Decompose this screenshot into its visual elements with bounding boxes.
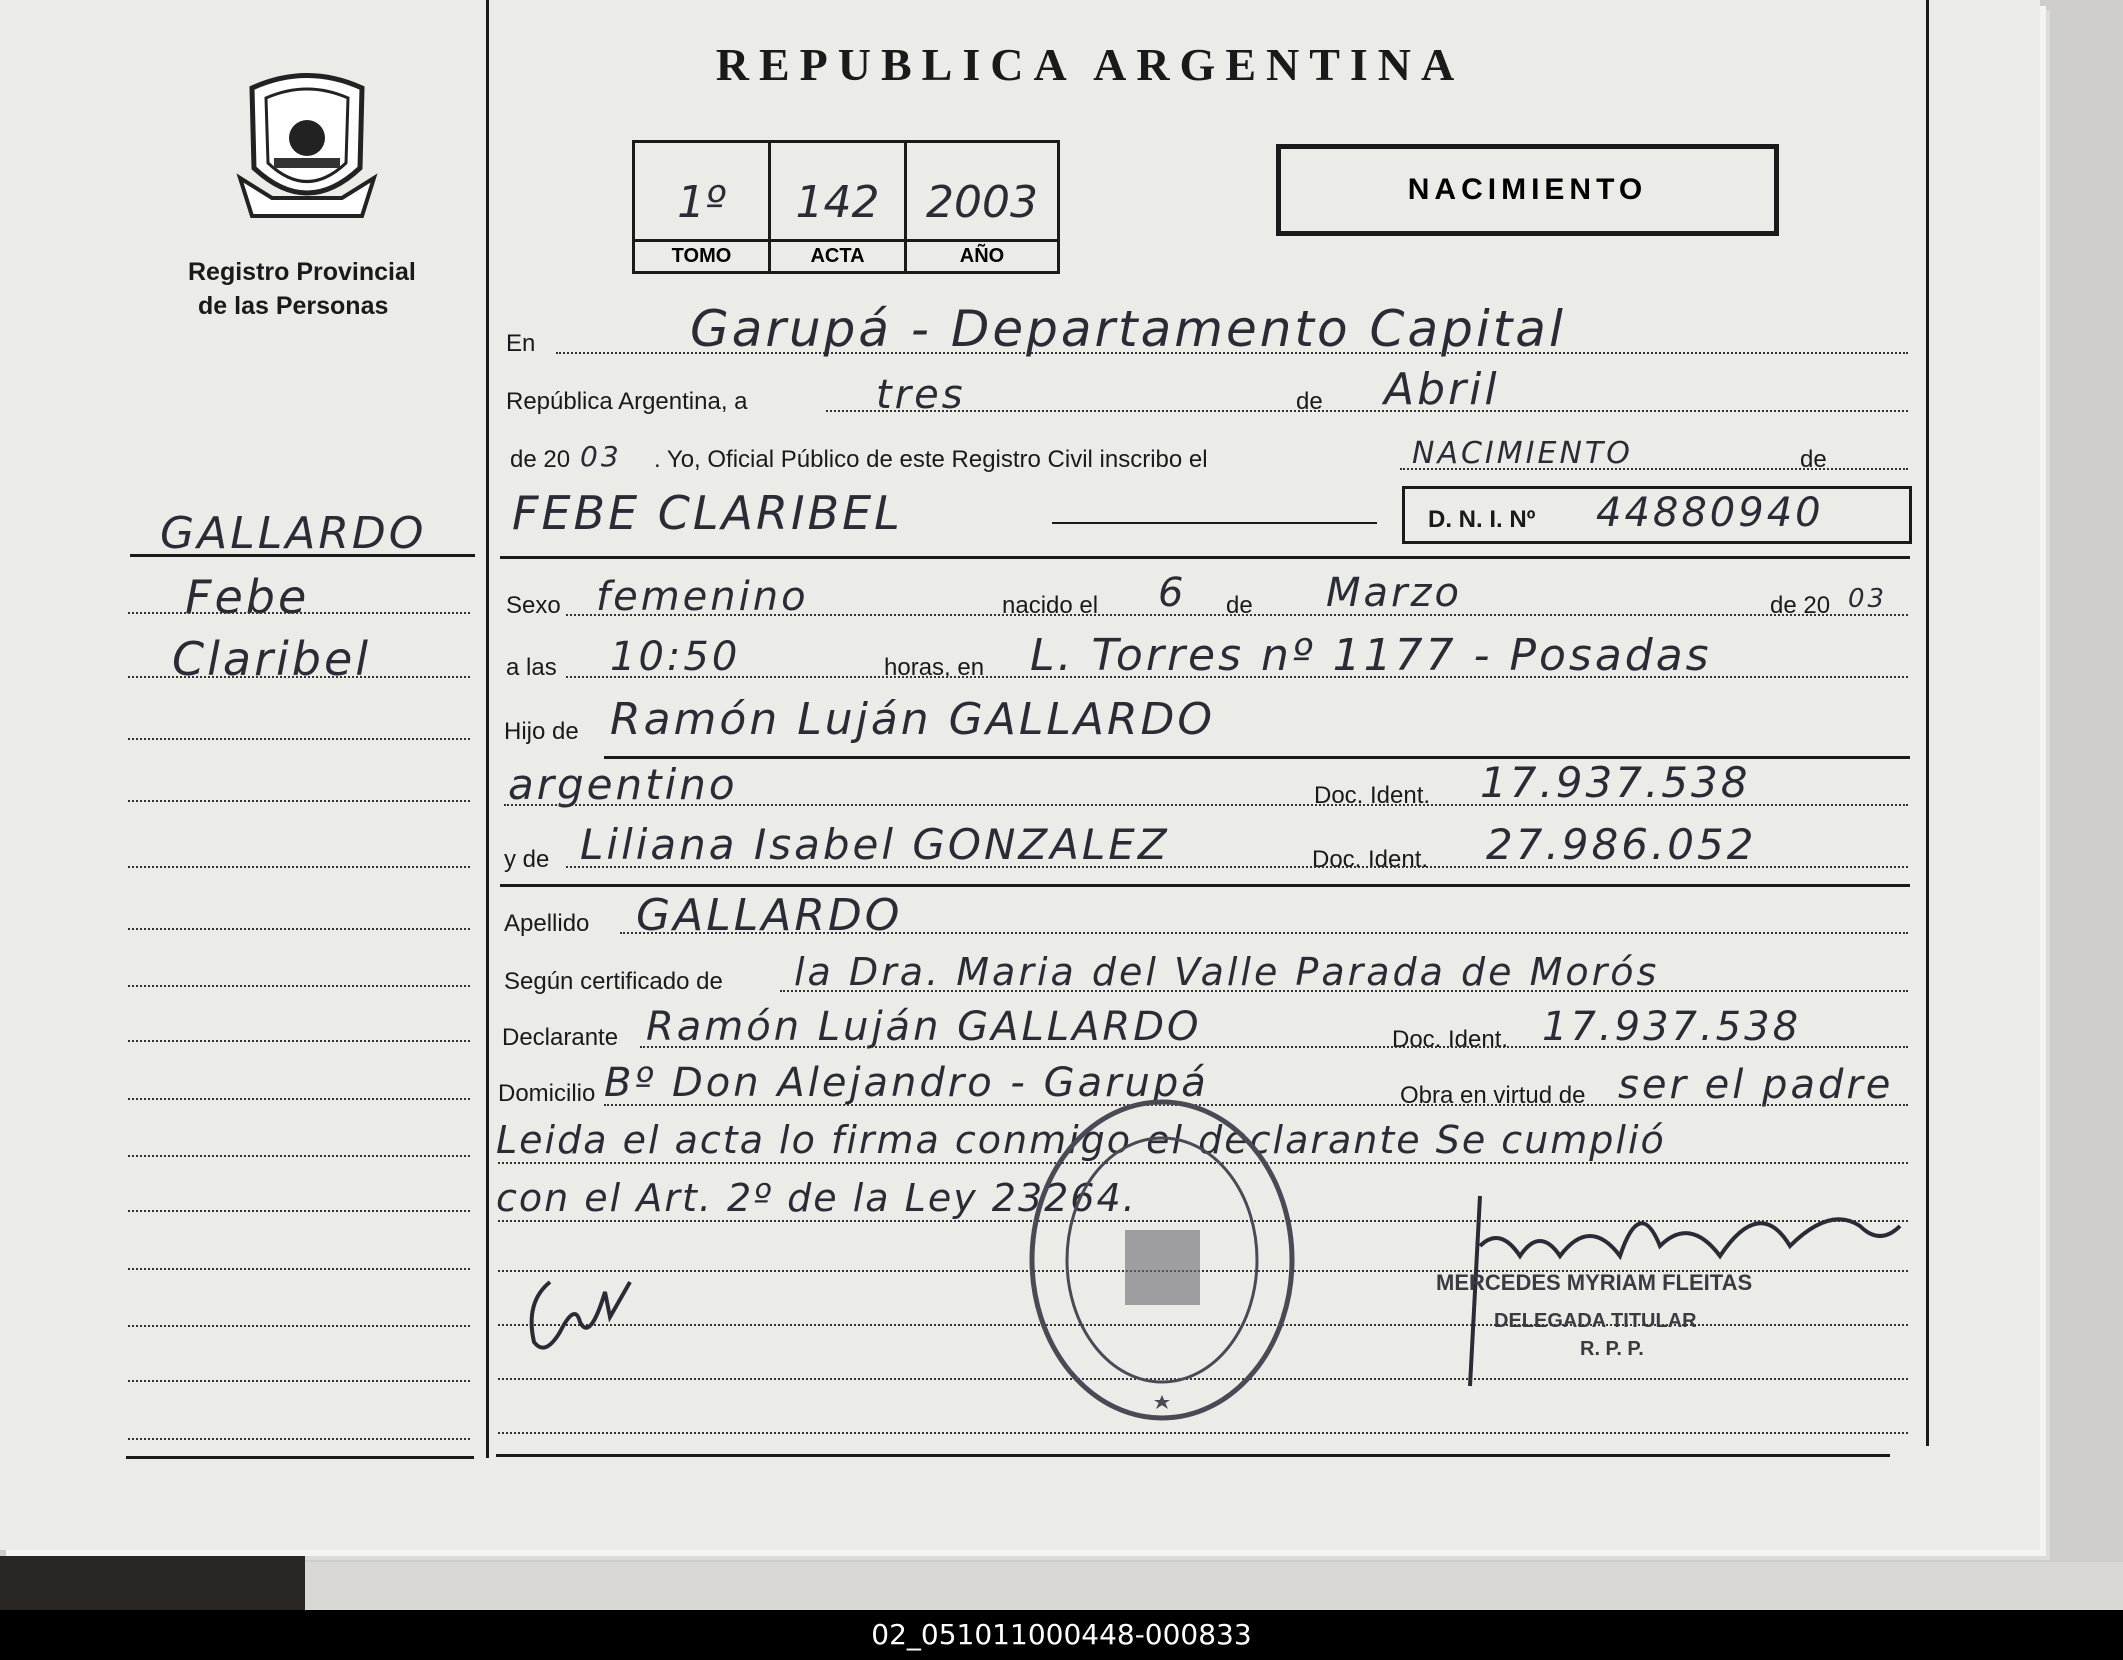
oficial-text: . Yo, Oficial Público de este Registro Civil inscribo el [654,446,1208,473]
official-stamp [1025,1095,1300,1425]
birth-place: L. Torres nº 1177 - Posadas [1030,630,1712,681]
de-label-1: de [1296,388,1323,415]
child-name-line [1052,522,1377,524]
event-value: NACIMIENTO [1412,436,1633,471]
acta-label: ACTA [771,239,904,272]
year-prefix: de 20 [510,446,571,473]
page-stack-edge [305,1562,2123,1610]
ano-value: 2003 [926,177,1038,228]
a-las-label: a las [506,654,557,681]
de-label-3: de [1226,592,1253,619]
en-label: En [506,330,536,357]
doc-label-father: Doc. Ident. [1314,782,1431,809]
section-rule-2 [500,884,1910,887]
obra-label: Obra en virtud de [1400,1082,1586,1109]
declarante-label: Declarante [502,1024,619,1051]
column-separator [486,0,489,1458]
place-value: Garupá - Departamento Capital [690,300,1566,358]
y-de-label: y de [504,846,550,873]
dni-label: D. N. I. Nº [1428,506,1536,533]
birth-year-prefix: de 20 [1770,592,1831,619]
tomo-label: TOMO [635,239,768,272]
apellido-label: Apellido [504,910,590,937]
official-name: MERCEDES MYRIAM FLEITAS [1436,1270,1753,1295]
country-title: REPUBLICA ARGENTINA [715,39,1465,90]
official-title: DELEGADA TITULAR [1494,1310,1697,1332]
certificado-value: la Dra. Maria del Valle Parada de Morós [794,950,1660,994]
section-rule-1 [500,556,1910,559]
margin-name-1: Febe [185,570,310,624]
mother-doc: 27.986.052 [1486,820,1757,869]
day-value: tres [876,372,966,418]
obra-value: ser el padre [1618,1062,1894,1108]
form-right-border [1926,0,1929,1446]
republica-label: República Argentina, a [506,388,748,415]
ano-label: AÑO [907,239,1057,272]
father-nationality: argentino [508,760,738,809]
declarant-signature [520,1262,640,1362]
father-doc: 17.937.538 [1480,758,1751,807]
mother-name: Liliana Isabel GONZALEZ [580,820,1170,869]
official-org: R. P. P. [1580,1338,1644,1360]
birth-day: 6 [1158,570,1187,616]
notes-line-1: Leida el acta lo firma conmigo el declarante Se cumplió [496,1118,1666,1162]
nationality-line [504,804,1908,806]
record-type-box [1276,144,1779,236]
tomo-value: 1º [677,177,726,228]
record-number-table [632,140,1060,274]
margin-name-2: Claribel [172,632,372,686]
a-las-line [566,676,1908,678]
background-edge [0,1556,305,1610]
acta-value: 142 [795,177,880,228]
hijo-label: Hijo de [504,718,579,745]
de-label-2: de [1800,446,1827,473]
margin-bottom-rule [126,1456,474,1459]
dni-value: 44880940 [1596,490,1824,536]
ano-cell [907,143,1057,271]
sexo-value: femenino [596,574,809,620]
form-bottom-rule [496,1454,1890,1457]
registry-name-line2: de las Personas [198,292,389,320]
birth-month: Marzo [1326,570,1462,616]
declarante-value: Ramón Luján GALLARDO [646,1004,1202,1050]
certificado-label: Según certificado de [504,968,723,995]
domicilio-label: Domicilio [498,1080,596,1107]
notes-line-2: con el Art. 2º de la Ley 23264. [496,1176,1137,1220]
oficial-line [1400,468,1908,470]
nacido-label: nacido el [1002,592,1099,619]
margin-surname: GALLARDO [160,508,427,559]
y-de-line [566,866,1908,868]
image-caption: 02_051011000448-000833 [871,1618,1252,1651]
birth-year-suffix: 03 [1848,584,1888,614]
record-type-label: NACIMIENTO [1407,173,1648,206]
certificado-line [780,990,1908,992]
apellido-line [620,932,1908,934]
sexo-line [566,614,1908,616]
domicilio-value: Bº Don Alejandro - Garupá [604,1060,1209,1106]
republica-line [826,410,1908,412]
apellido-value: GALLARDO [636,890,903,941]
child-name: FEBE CLARIBEL [512,486,903,540]
tomo-cell [635,143,771,271]
declarante-line [640,1046,1908,1048]
registry-name-line1: Registro Provincial [188,258,416,286]
province-seal-icon [232,68,382,228]
acta-cell [771,143,907,271]
horas-label: horas, en [884,654,985,681]
doc-label-mother: Doc. Ident. [1312,846,1429,873]
time-value: 10:50 [610,634,741,680]
father-name: Ramón Luján GALLARDO [610,694,1216,745]
declarante-doc: 17.937.538 [1542,1004,1802,1050]
doc-label-declarante: Doc. Ident. [1392,1026,1509,1053]
sexo-label: Sexo [506,592,561,619]
month-value: Abril [1384,364,1500,415]
year-suffix: 03 [580,440,622,473]
